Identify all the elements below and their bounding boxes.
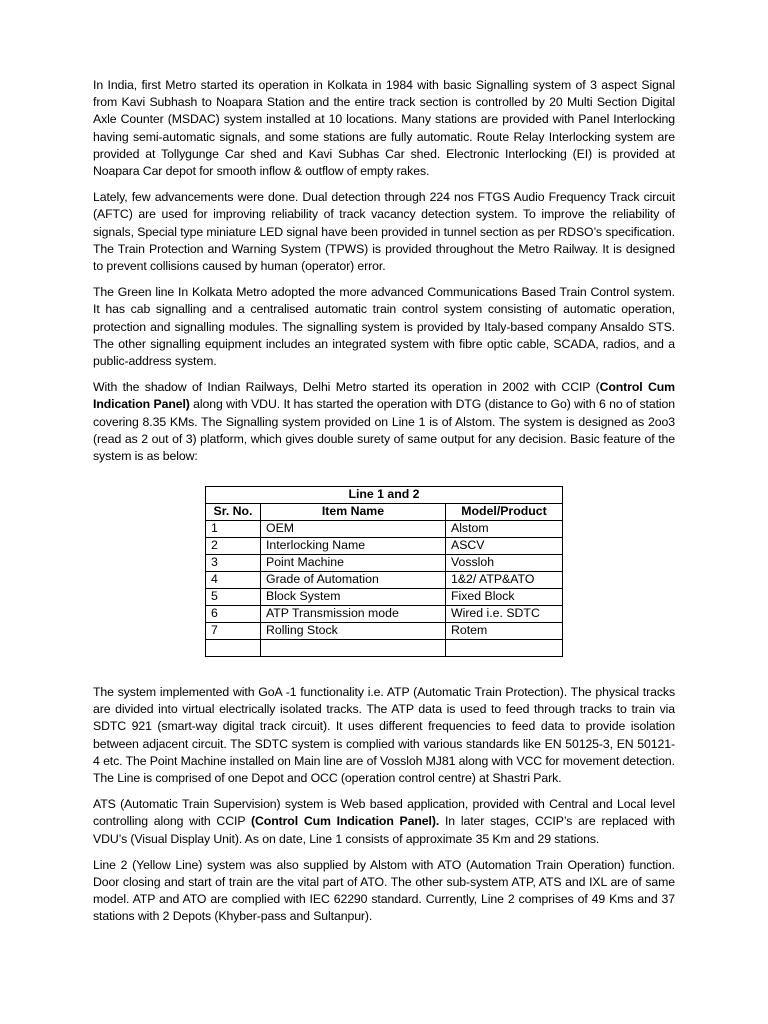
delhi-bold-text: Control Cum Indication Panel) [93,380,676,412]
cell-model: ASCV [446,538,563,555]
empty-cell [261,640,446,657]
header-sr-no: Sr. No. [206,504,261,521]
cell-sr-no: 4 [206,572,261,589]
paragraph-ats [93,796,675,848]
cell-item-name: Point Machine [261,555,446,572]
text-block-bottom [93,684,675,935]
table-header-row [206,504,563,521]
cell-model: Wired i.e. SDTC [446,606,563,623]
cell-model: 1&2/ ATP&ATO [446,572,563,589]
paragraph-advancements: Lately, few advancements were done. Dual detection through 224 nos FTGS Audio Frequency Track circuit (AFTC) are used for improving reliability of track vacancy detection system. To improve the reliability of signals, Special type miniature LED signal have been provided in tunnel section as per RDSO’s specification. The Train Protection and Warning System (TPWS) is provided throughout the Metro Railway. It is designed to prevent collisions caused by human (operator) error. [93,190,675,274]
empty-cell [446,640,563,657]
cell-model: Fixed Block [446,589,563,606]
line-specification-table [205,486,563,657]
cell-sr-no: 1 [206,521,261,538]
table-row [206,606,563,623]
cell-sr-no: 6 [206,606,261,623]
text-block-top [93,77,675,474]
cell-model: Vossloh [446,555,563,572]
table-row [206,572,563,589]
cell-item-name: ATP Transmission mode [261,606,446,623]
table-row [206,538,563,555]
cell-model: Alstom [446,521,563,538]
cell-sr-no: 7 [206,623,261,640]
header-model-product: Model/Product [446,504,563,521]
cell-item-name: Interlocking Name [261,538,446,555]
table-row [206,589,563,606]
table-title-row [206,487,563,504]
table-title: Line 1 and 2 [206,487,563,504]
table-row [206,555,563,572]
cell-item-name: OEM [261,521,446,538]
paragraph-goa-atp: The system implemented with GoA -1 functionality i.e. ATP (Automatic Train Protection). The physical tracks are divided into virtual electrically isolated tracks. The ATP data is used to feed through tracks to train via SDTC 921 (smart-way digital track circuit). It uses different frequencies to feed data to provide isolation between adjacent circuit. The SDTC system is complied with various standards like EN 50125-3, EN 50121-4 etc. The Point Machine installed on Main line are of Vossloh MJ81 along with VCC for movement detection. The Line is comprised of one Depot and OCC (operation control centre) at Shastri Park. [93,685,675,786]
paragraph-delhi-metro [93,379,675,465]
paragraph-green-line: The Green line In Kolkata Metro adopted the more advanced Communications Based Train Control system. It has cab signalling and a centralised automatic train control system consisting of automatic operation, protection and signalling modules. The signalling system is provided by Italy-based company Ansaldo STS. The other signalling equipment includes an integrated system with fibre optic cable, SCADA, radios, and a public-address system. [93,285,675,369]
empty-cell [206,640,261,657]
header-item-name: Item Name [261,504,446,521]
ats-text-1: ATS (Automatic Train Supervision) system is Web based application, provided with Central and Local level controlling along with CCIP [93,797,675,829]
cell-sr-no: 5 [206,589,261,606]
table-row [206,623,563,640]
ats-text-2: In later stages, CCIP’s are replaced with VDU’s (Visual Display Unit). As on date, Line 1 consists of approximate 35 Km and 29 stations. [93,814,676,846]
table-row [206,521,563,538]
table-empty-row [206,640,563,657]
paragraph-kolkata-history: In India, first Metro started its operation in Kolkata in 1984 with basic Signalling system of 3 aspect Signal from Kavi Subhash to Noapara Station and the entire track section is controlled by 20 Multi Section Digital Axle Counter (MSDAC) system installed at 10 locations. Many stations are provided with Panel Interlocking having semi-automatic signals, and some stations are fully automatic. Route Relay Interlocking system are provided at Tollygunge Car shed and Kavi Subhas Car shed. Electronic Interlocking (EI) is provided at Noapara Car depot for smooth inflow & outflow of empty rakes. [93,78,675,179]
delhi-text-1: With the shadow of Indian Railways, Delhi Metro started its operation in 2002 with CCIP ( [93,380,600,395]
cell-item-name: Block System [261,589,446,606]
ats-bold-text: (Control Cum Indication Panel). [251,814,440,829]
delhi-text-2: along with VDU. It has started the operation with DTG (distance to Go) with 6 no of station covering 8.35 KMs. The Signalling system provided on Line 1 is of Alstom. The system is designed as 2oo3 (read as 2 out of 3) platform, which gives double surety of same output for any decision. Basic feature of the system is as below: [93,397,675,464]
cell-sr-no: 2 [206,538,261,555]
cell-sr-no: 3 [206,555,261,572]
cell-item-name: Grade of Automation [261,572,446,589]
cell-item-name: Rolling Stock [261,623,446,640]
paragraph-line-2: Line 2 (Yellow Line) system was also supplied by Alstom with ATO (Automation Train Operation) function. Door closing and start of train are the vital part of ATO. The other sub-system ATP, ATS and IXL are of same model. ATP and ATO are complied with IEC 62290 standard. Currently, Line 2 comprises of 49 Kms and 37 stations with 2 Depots (Khyber-pass and Sultanpur). [93,857,675,924]
cell-model: Rotem [446,623,563,640]
